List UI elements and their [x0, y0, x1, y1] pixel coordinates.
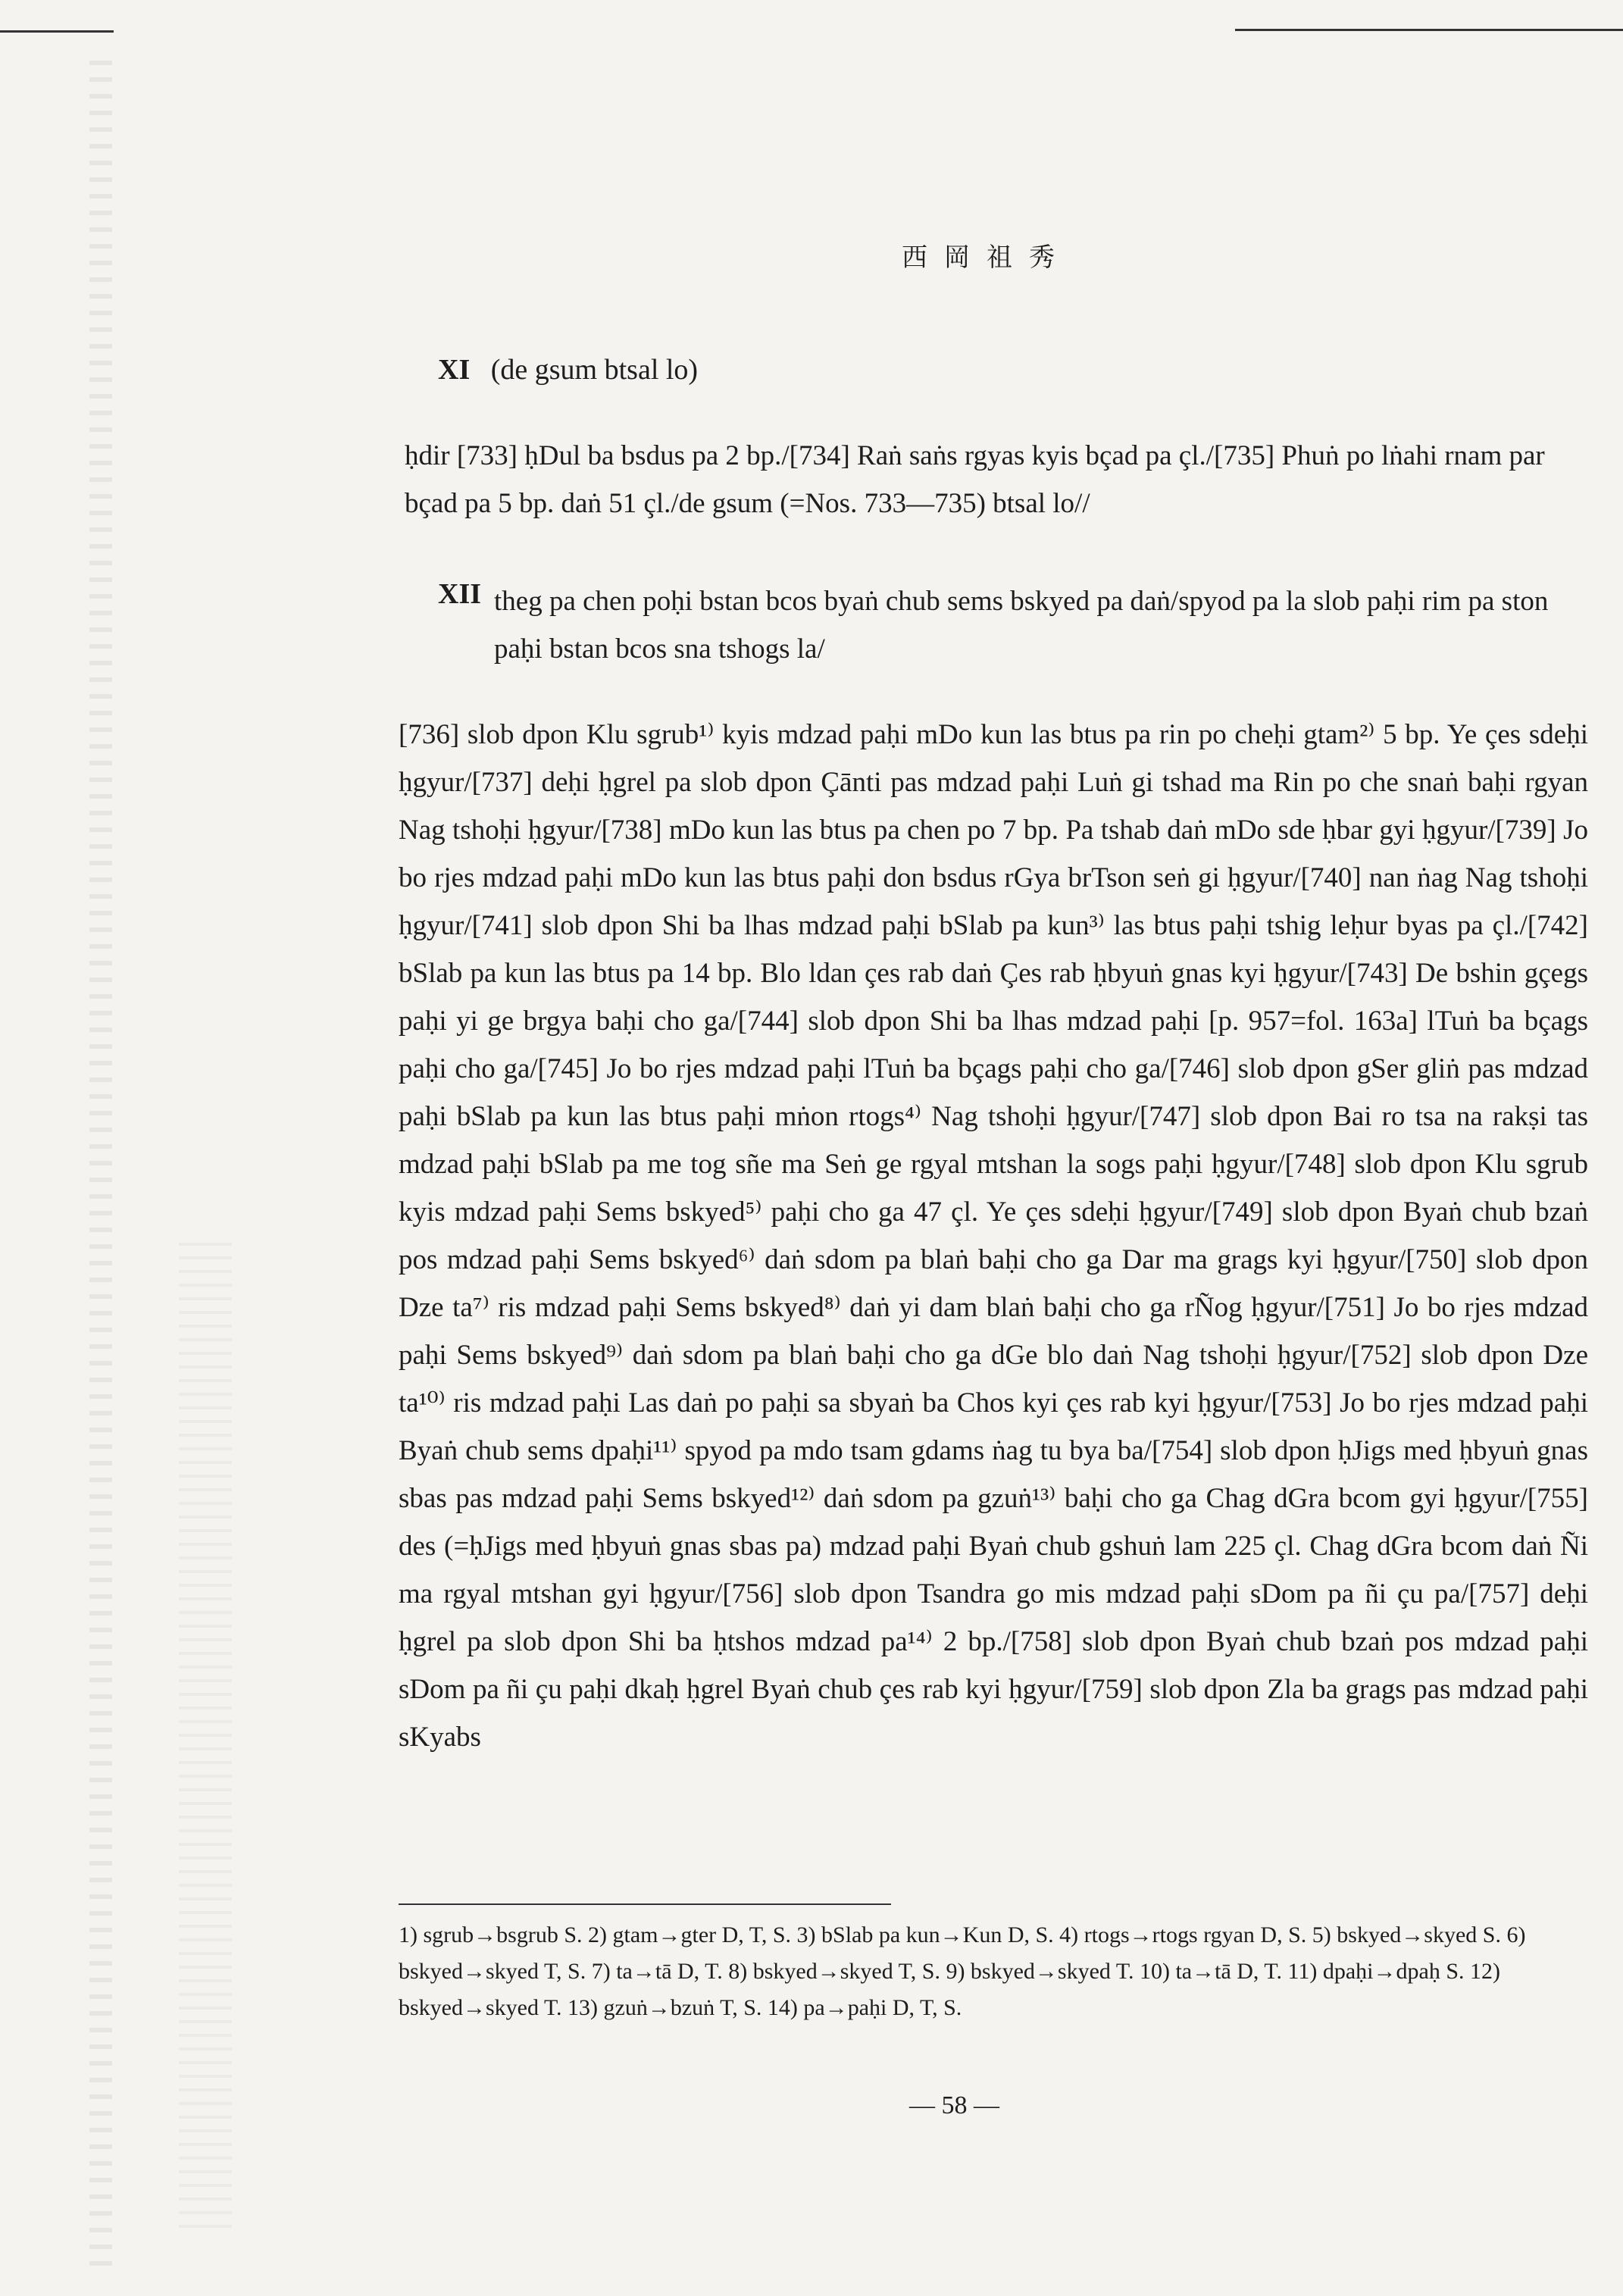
section-xi-text: ḥdir [733] ḥDul ba bsdus pa 2 bp./[734] Raṅ saṅs rgyas kyis bçad pa çl./[735] Phuṅ po lṅahi rnam par bçad pa 5 bp. daṅ 51 çl./de gsum (=Nos. 733—735) btsal lo// — [405, 440, 1545, 519]
running-header-author: 西岡祖秀 — [902, 244, 1071, 272]
page-number: — 58 — — [909, 2091, 999, 2119]
section-xii-number: XII — [438, 578, 482, 610]
scan-noise — [179, 1243, 232, 2228]
section-xi-heading — [438, 353, 698, 386]
top-right-rule — [1235, 29, 1623, 31]
section-xii-title: theg pa chen poḥi bstan bcos byaṅ chub sems bskyed pa daṅ/spyod pa la slob paḥi rim pa ston paḥi bstan bcos sna tshogs la/ — [494, 586, 1549, 665]
section-xi-title: (de gsum btsal lo) — [490, 354, 699, 386]
section-xi-number: XI — [438, 354, 471, 386]
top-left-rule — [0, 30, 114, 33]
footnote-rule — [399, 1903, 891, 1905]
binding-shadow — [89, 61, 112, 2273]
footnotes: 1) sgrub→bsgrub S. 2) gtam→gter D, T, S. 3) bSlab pa kun→Kun D, S. 4) rtogs→rtogs rgyan D, S. 5) bskyed→skyed S. 6) bskyed→skyed T, S. 7) ta→tā D, T. 8) bskyed→skyed T, S. 9) bskyed→skyed T. 10) ta→tā D, T. 11) dpaḥi→dpaḥ S. 12) bskyed→skyed T. 13) gzuṅ→bzuṅ T, S. 14) pa→paḥi D, T, S. — [399, 1922, 1526, 2020]
body-paragraph: [736] slob dpon Klu sgrub¹⁾ kyis mdzad paḥi mDo kun las btus pa rin po cheḥi gtam²⁾ 5 bp. Ye çes sdeḥi ḥgyur/[737] deḥi ḥgrel pa slob dpon Çānti pas mdzad paḥi Luṅ gi tshad ma Rin po che snaṅ baḥi rgyan Nag tshoḥi ḥgyur/[738] mDo kun las btus pa chen po 7 bp. Pa tshab daṅ mDo sde ḥbar gyi ḥgyur/[739] Jo bo rjes mdzad paḥi mDo kun las btus paḥi don bsdus rGya brTson seṅ gi ḥgyur/[740] nan ṅag Nag tshoḥi ḥgyur/[741] slob dpon Shi ba lhas mdzad paḥi bSlab pa kun³⁾ las btus paḥi tshig leḥur byas pa çl./[742] bSlab pa kun las btus pa 14 bp. Blo ldan çes rab daṅ Çes rab ḥbyuṅ gnas kyi ḥgyur/[743] De bshin gçegs paḥi yi ge brgya baḥi cho ga/[744] slob dpon Shi ba lhas mdzad paḥi [p. 957=fol. 163a] lTuṅ ba bçags paḥi cho ga/[745] Jo bo rjes mdzad paḥi lTuṅ ba bçags paḥi cho ga/[746] slob dpon gSer gliṅ pas mdzad paḥi bSlab pa kun las btus paḥi mṅon rtogs⁴⁾ Nag tshoḥi ḥgyur/[747] slob dpon Bai ro tsa na rakṣi tas mdzad paḥi bSlab pa me tog sñe ma Seṅ ge rgyal mtshan la sogs paḥi ḥgyur/[748] slob dpon Klu sgrub kyis mdzad paḥi Sems bskyed⁵⁾ paḥi cho ga 47 çl. Ye çes sdeḥi ḥgyur/[749] slob dpon Byaṅ chub bzaṅ pos mdzad paḥi Sems bskyed⁶⁾ daṅ sdom pa blaṅ baḥi cho ga Dar ma grags kyi ḥgyur/[750] slob dpon Dze ta⁷⁾ ris mdzad paḥi Sems bskyed⁸⁾ daṅ yi dam blaṅ baḥi cho ga rÑog ḥgyur/[751] Jo bo rjes mdzad paḥi Sems bskyed⁹⁾ daṅ sdom pa blaṅ baḥi cho ga dGe blo daṅ Nag tshoḥi ḥgyur/[752] slob dpon Dze ta¹⁰⁾ ris mdzad paḥi Las daṅ po paḥi sa sbyaṅ ba Chos kyi çes rab kyi ḥgyur/[753] Jo bo rjes mdzad paḥi Byaṅ chub sems dpaḥi¹¹⁾ spyod pa mdo tsam gdams ṅag tu bya ba/[754] slob dpon ḥJigs med ḥbyuṅ gnas sbas pas mdzad paḥi Sems bskyed¹²⁾ daṅ sdom pa gzuṅ¹³⁾ baḥi cho ga Chag dGra bcom gyi ḥgyur/[755] des (=ḥJigs med ḥbyuṅ gnas sbas pa) mdzad paḥi Byaṅ chub gshuṅ lam 225 çl. Chag dGra bcom daṅ Ñi ma rgyal mtshan gyi ḥgyur/[756] slob dpon Tsandra go mis mdzad paḥi sDom pa ñi çu pa/[757] deḥi ḥgrel pa slob dpon Shi ba ḥtshos mdzad pa¹⁴⁾ 2 bp./[758] slob dpon Byaṅ chub bzaṅ pos mdzad paḥi sDom pa ñi çu paḥi dkaḥ ḥgrel Byaṅ chub çes rab kyi ḥgyur/[759] slob dpon Zla ba grags pas mdzad paḥi sKyabs — [399, 719, 1588, 1753]
